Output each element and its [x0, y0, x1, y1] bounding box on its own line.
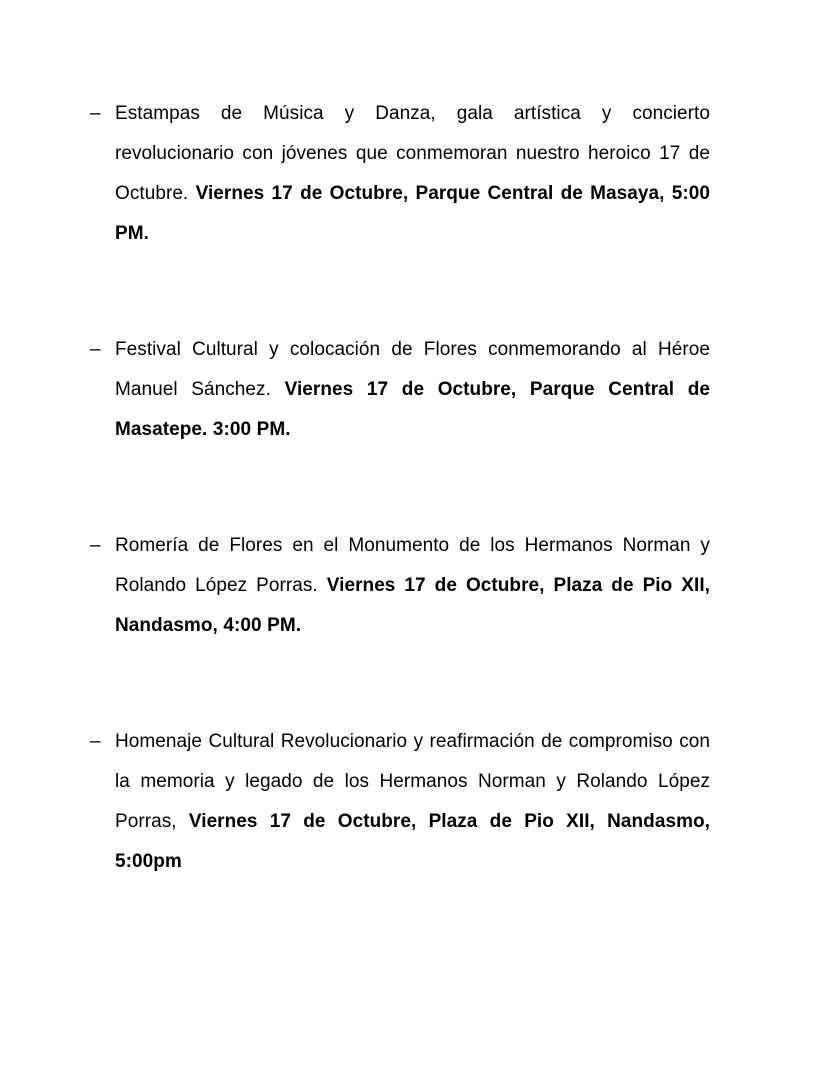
- dash-bullet-icon: –: [90, 103, 101, 124]
- list-item: [90, 526, 710, 646]
- dash-bullet-icon: –: [90, 535, 101, 556]
- list-item-text: [115, 94, 710, 254]
- event-details: Viernes 17 de Octubre, Plaza de Pio XII, Nandasmo, 4:00 PM.: [115, 575, 711, 636]
- dash-bullet-icon: –: [90, 339, 101, 360]
- event-description: Festival Cultural y colocación de Flores conmemorando al Héroe Manuel Sánchez.: [115, 339, 710, 400]
- event-details: Viernes 17 de Octubre, Plaza de Pio XII, Nandasmo, 5:00pm: [115, 811, 711, 872]
- list-item: [90, 330, 710, 450]
- bullet-list: [90, 94, 710, 882]
- event-details: Viernes 17 de Octubre, Parque Central de Masatepe. 3:00 PM.: [115, 379, 711, 440]
- event-description: Homenaje Cultural Revolucionario y reafirmación de compromiso con la memoria y legado de los Hermanos Norman y Rolando López Porras,: [115, 731, 710, 832]
- event-description: Estampas de Música y Danza, gala artística y concierto revolucionario con jóvenes que conmemoran nuestro heroico 17 de Octubre.: [115, 103, 710, 204]
- list-item: [90, 722, 710, 882]
- event-details: Viernes 17 de Octubre, Parque Central de Masaya, 5:00 PM.: [115, 183, 710, 244]
- list-item-text: [115, 330, 710, 450]
- dash-bullet-icon: –: [90, 731, 101, 752]
- list-item-text: [115, 722, 710, 882]
- list-item: [90, 94, 710, 254]
- event-description: Romería de Flores en el Monumento de los Hermanos Norman y Rolando López Porras.: [115, 535, 710, 596]
- list-item-text: [115, 526, 710, 646]
